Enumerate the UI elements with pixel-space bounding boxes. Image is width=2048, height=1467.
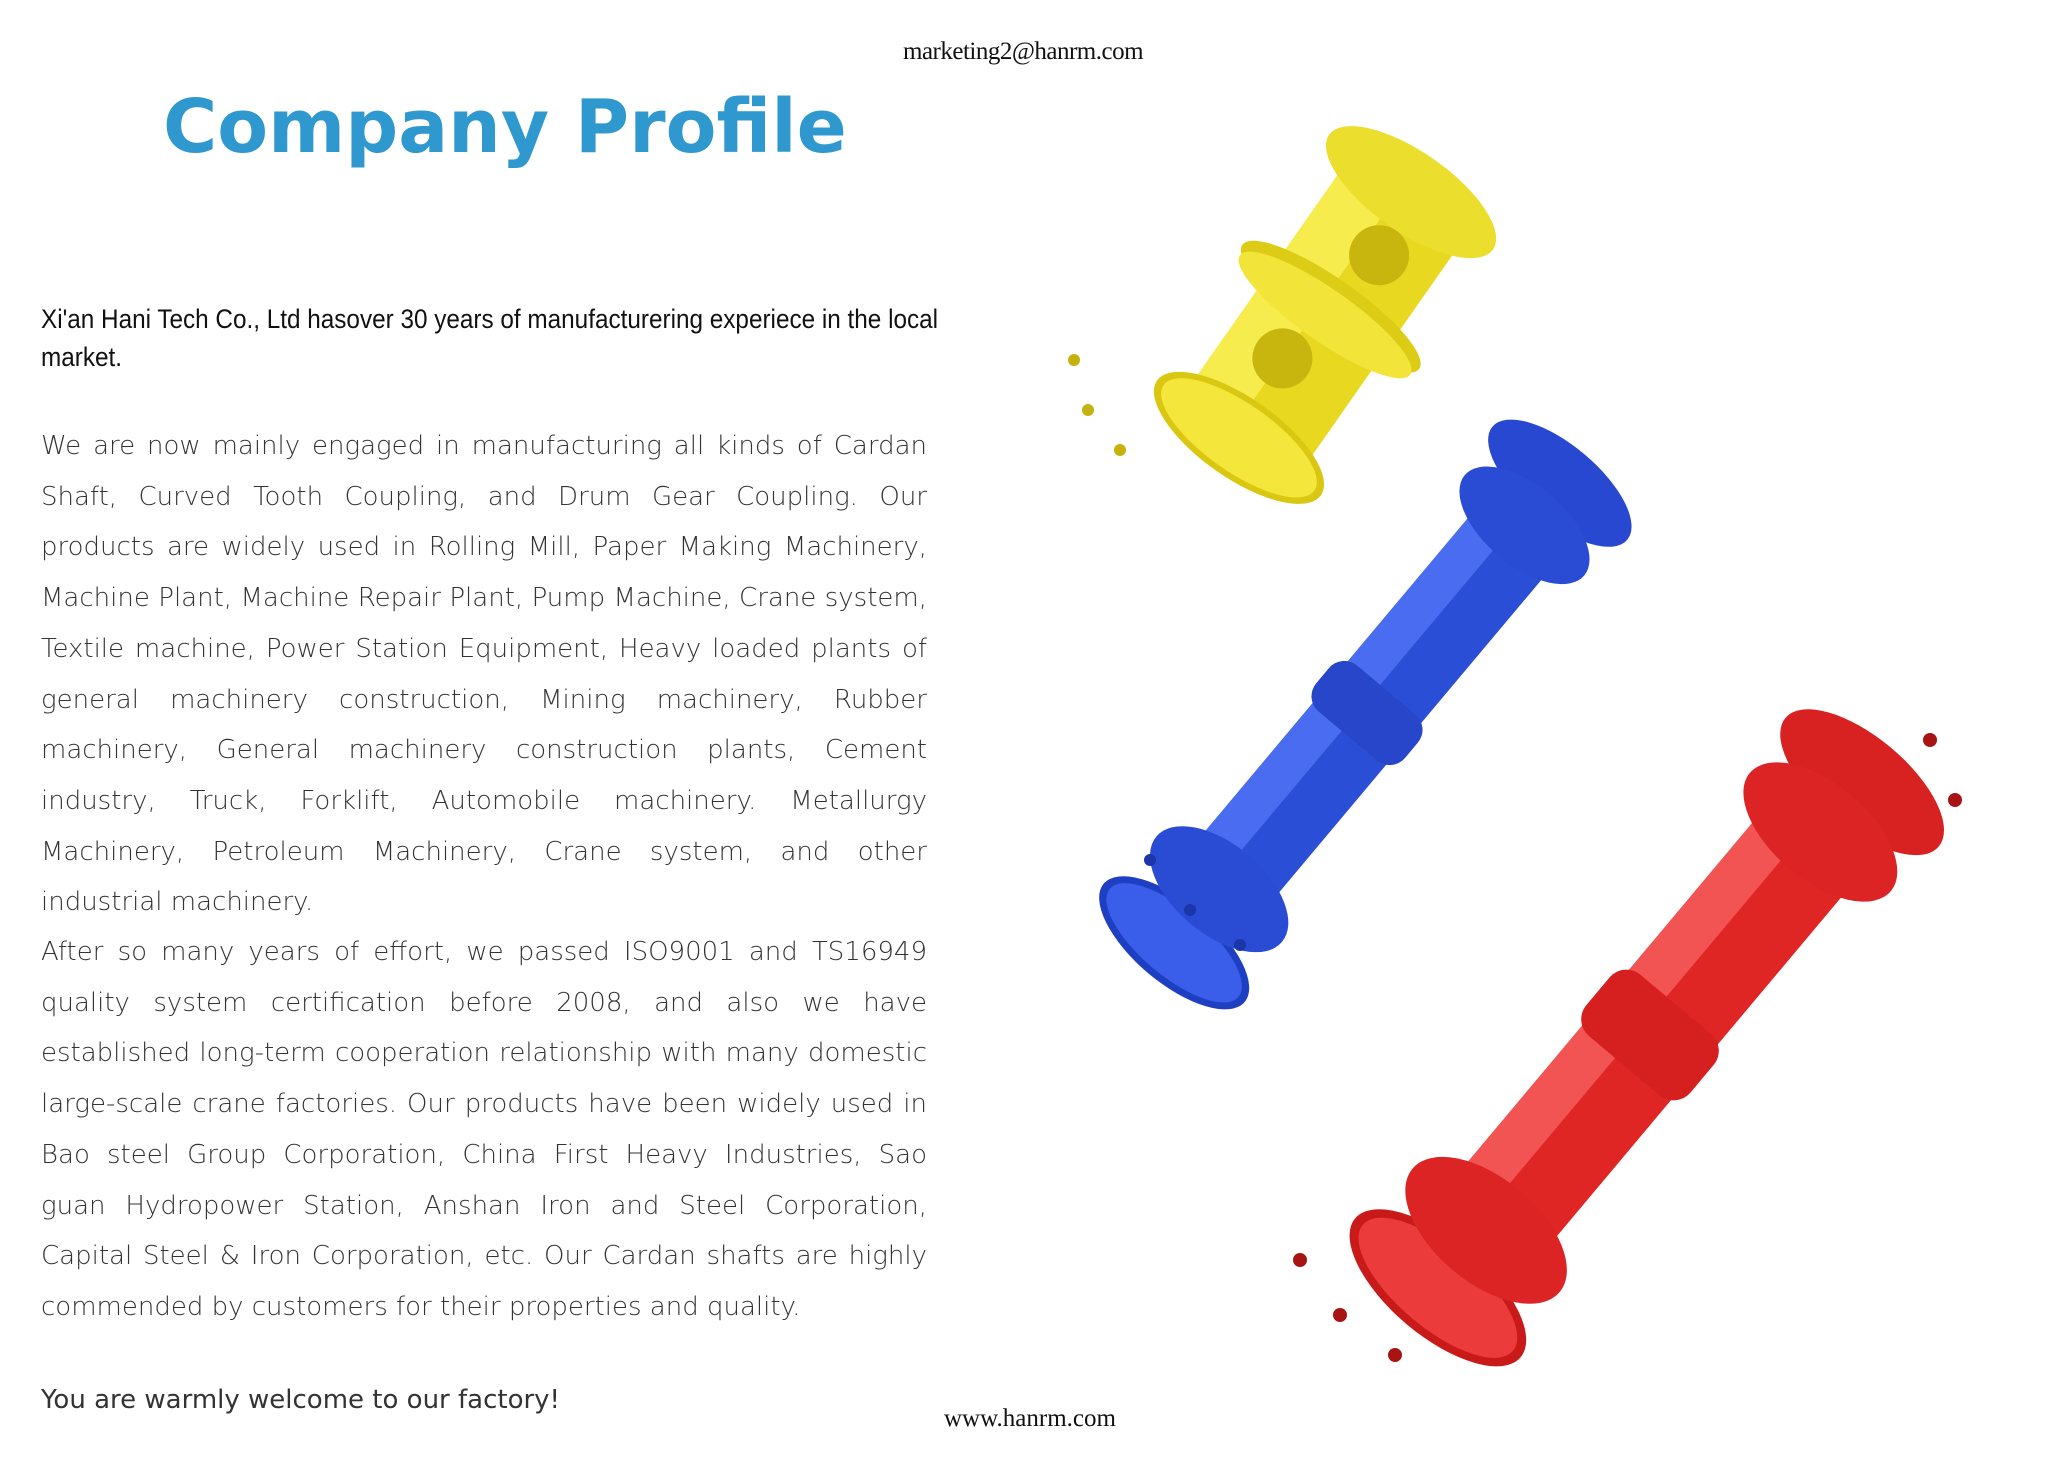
cardan-shafts-illustration	[1000, 100, 2048, 1430]
body-paragraph-products: We are now mainly engaged in manufacturing all kinds of Cardan Shaft, Curved Tooth Coupling, and Drum Gear Coupling. Our products are widely used in Rolling Mill, Paper Making Machinery, Machine Plant, Machine Repair Plant, Pump Machine, Crane system, Textile machine, Power Station Equipment, Heavy loaded plants of general machinery construction, Mining machinery, Rubber machinery, General machinery construction plants, Cement industry, Truck, Forklift, Automobile machinery. Metallurgy Machinery, Petroleum Machinery, Crane system, and other industrial machinery.	[41, 431, 927, 918]
yellow-cardan-shaft	[1068, 100, 1522, 533]
welcome-text: You are warmly welcome to our factory!	[41, 1385, 560, 1415]
intro-text: Xi'an Hani Tech Co., Ltd hasover 30 years of manufacturering experiece in the local market.	[41, 304, 939, 372]
red-cardan-shaft	[1293, 678, 1974, 1394]
blue-cardan-shaft	[1078, 395, 1655, 1033]
page-title: Company Profile	[163, 84, 847, 170]
footer-website: www.hanrm.com	[944, 1405, 1116, 1432]
header-email: marketing2@hanrm.com	[903, 38, 1144, 65]
body-paragraph-certification: After so many years of effort, we passed ISO9001 and TS16949 quality system certification before 2008, and also we have established long-term cooperation relationship with many domestic large-scale crane factories. Our products have been widely used in Bao steel Group Corporation, China First Heavy Industries, Sao guan Hydropower Station, Anshan Iron and Steel Corporation, Capital Steel & Iron Corporation, etc. Our Cardan shafts are highly commended by customers for their properties and quality.	[41, 937, 927, 1322]
